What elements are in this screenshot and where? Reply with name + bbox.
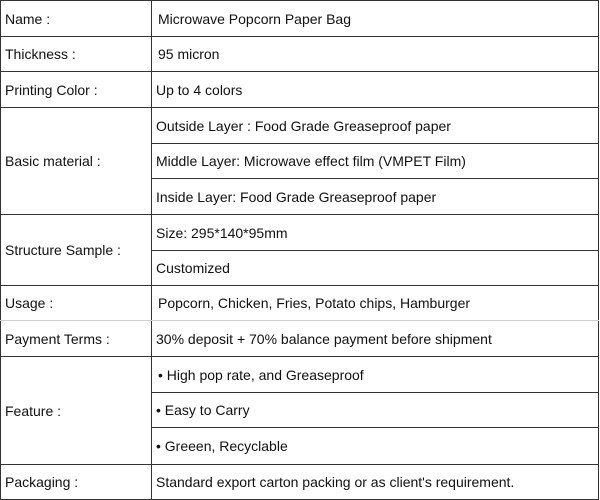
row-label-feature: Feature : (1, 357, 152, 465)
row-value-inside-layer: Inside Layer: Food Grade Greaseproof paper (152, 179, 599, 215)
row-label-printing-color: Printing Color : (1, 72, 152, 108)
row-value-size: Size: 295*140*95mm (152, 215, 599, 251)
row-label-usage: Usage : (1, 286, 152, 321)
row-value-payment-terms: 30% deposit + 70% balance payment before shipment (152, 321, 599, 357)
table-row (1, 357, 599, 393)
row-value-middle-layer: Middle Layer: Microwave effect film (VMPET Film) (152, 144, 599, 179)
table-row (1, 108, 599, 144)
row-value-outside-layer: Outside Layer : Food Grade Greaseproof paper (152, 108, 599, 144)
table-row (1, 72, 599, 108)
table-row (1, 321, 599, 357)
table-row (1, 286, 599, 321)
row-value-packaging: Standard export carton packing or as client's requirement. (152, 465, 599, 500)
row-value-name: Microwave Popcorn Paper Bag (152, 1, 599, 37)
table-row (1, 215, 599, 251)
row-label-basic-material: Basic material : (1, 108, 152, 215)
row-label-structure-sample: Structure Sample : (1, 215, 152, 286)
row-value-printing-color: Up to 4 colors (152, 72, 599, 108)
row-label-packaging: Packaging : (1, 465, 152, 500)
row-value-customized: Customized (152, 251, 599, 286)
row-value-feature-2: • Easy to Carry (152, 393, 599, 428)
row-value-feature-1: • High pop rate, and Greaseproof (152, 357, 599, 393)
table-row (1, 37, 599, 72)
row-label-payment-terms: Payment Terms : (1, 321, 152, 357)
row-value-thickness: 95 micron (152, 37, 599, 72)
row-label-thickness: Thickness : (1, 37, 152, 72)
row-label-name: Name : (1, 1, 152, 37)
row-value-usage: Popcorn, Chicken, Fries, Potato chips, Hamburger (152, 286, 599, 321)
table-row (1, 465, 599, 500)
table-row (1, 1, 599, 37)
row-value-feature-3: • Greeen, Recyclable (152, 428, 599, 465)
